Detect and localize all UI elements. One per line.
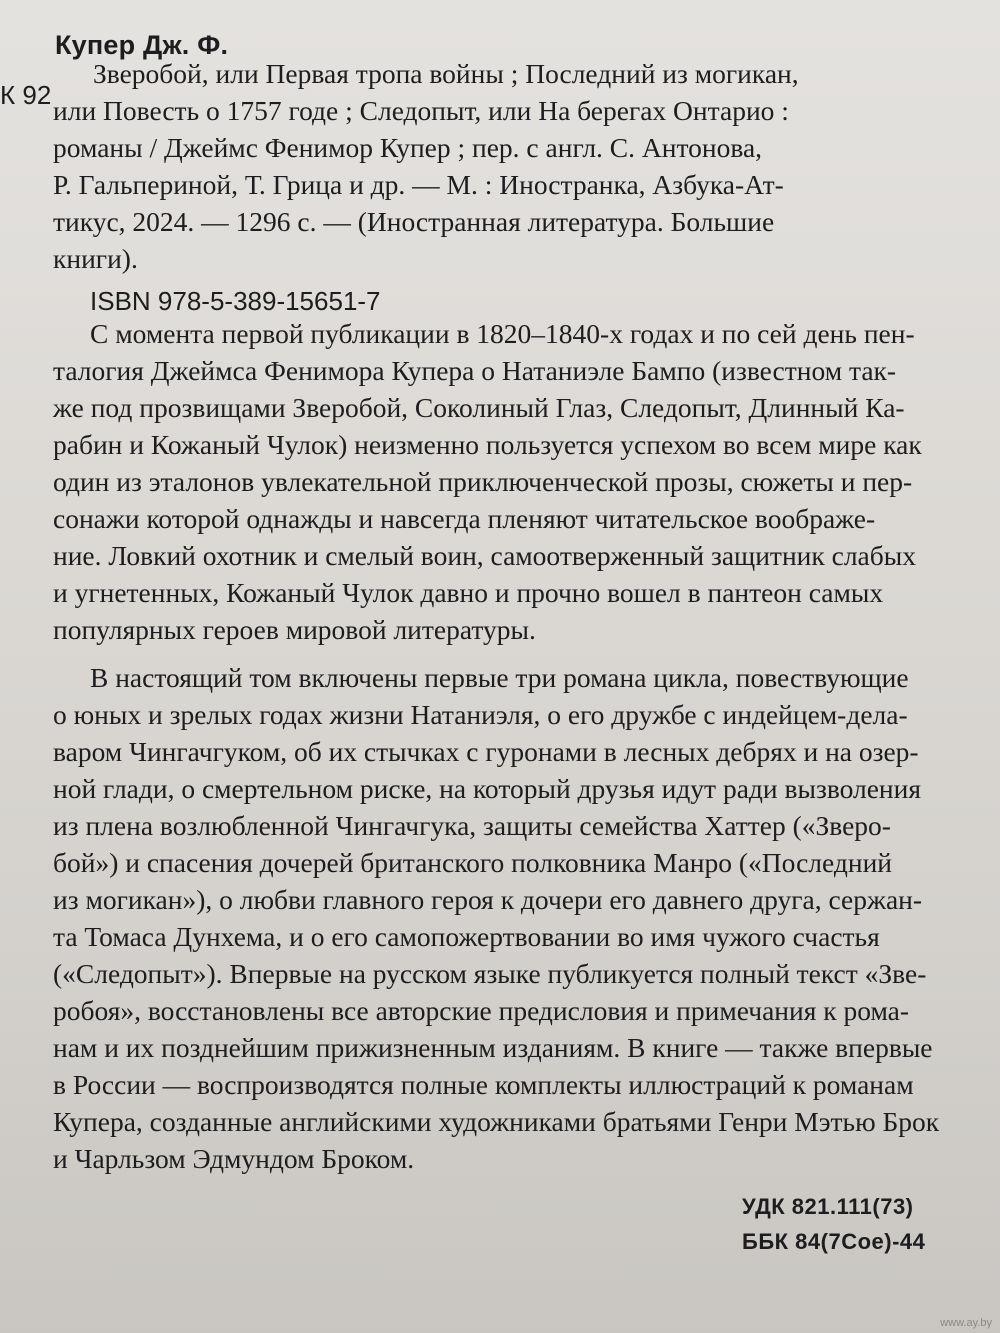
annotation-line: нам и их позднейшим прижизненным изданиям. В книге — также впервые: [53, 1032, 933, 1063]
annotation-line: сонажи которой однажды и навсегда пленяют читательское воображе-: [53, 503, 876, 534]
annotation-line: («Следопыт»). Впервые на русском языке публикуется полный текст «Зве-: [53, 958, 927, 989]
annotation-line: рабин и Кожаный Чулок) неизменно пользуется успехом во всем мире как: [53, 429, 922, 460]
annotation-line: ной глади, о смертельном риске, на который друзья идут ради вызволения: [53, 773, 922, 804]
author-heading: Купер Дж. Ф.: [55, 30, 229, 60]
annotation-line: варом Чингачгуком, об их стычках с гуронами в лесных дебрях и на озер-: [53, 736, 919, 767]
annotation-line: же под прозвищами Зверобой, Соколиный Глаз, Следопыт, Длинный Ка-: [53, 392, 905, 423]
annotation-line: В настоящий том включены первые три романа цикла, повествующие: [90, 662, 909, 693]
annotation-line: в России — воспроизводятся полные комплекты иллюстраций к романам: [53, 1069, 914, 1100]
annotation-line: ние. Ловкий охотник и смелый воин, самоотверженный защитник слабых: [53, 540, 916, 571]
udk-code: УДК 821.111(73): [742, 1194, 914, 1219]
catalog-code: К 92: [0, 80, 52, 110]
bibliography-line: или Повесть о 1757 годе ; Следопыт, или На берегах Онтарио :: [53, 95, 789, 126]
annotation-line: и угнетенных, Кожаный Чулок давно и прочно вошел в пантеон самых: [53, 577, 884, 608]
annotation-line: один из эталонов увлекательной приключенческой прозы, сюжеты и пер-: [53, 466, 913, 497]
annotation-line: о юных и зрелых годах жизни Натаниэля, о его дружбе с индейцем-дела-: [53, 699, 908, 730]
bibliography-line: книги).: [53, 243, 138, 274]
annotation-line: робоя», восстановлены все авторские предисловия и примечания к рома-: [53, 995, 910, 1026]
annotation-line: Купера, созданные английскими художниками братьями Генри Мэтью Брок: [53, 1106, 940, 1137]
bibliography-line: Зверобой, или Первая тропа войны ; Последний из могикан,: [93, 58, 799, 89]
bibliography-line: тикус, 2024. — 1296 с. — (Иностранная литература. Большие: [53, 206, 775, 237]
annotation-line: С момента первой публикации в 1820–1840-х годах и по сей день пен-: [90, 318, 915, 349]
annotation-line: талогия Джеймса Фенимора Купера о Натаниэле Бампо (известном так-: [53, 355, 897, 386]
annotation-line: из плена возлюбленной Чингачгука, защиты семейства Хаттер («Зверо-: [53, 810, 891, 841]
annotation-line: бой») и спасения дочерей британского полковника Манро («Последний: [53, 847, 893, 878]
annotation-line: из могикан»), о любви главного героя к дочери его давнего друга, сержан-: [53, 884, 923, 915]
bibliography-line: романы / Джеймс Фенимор Купер ; пер. с англ. С. Антонова,: [53, 132, 763, 163]
annotation-line: та Томаса Дунхема, и о его самопожертвовании во имя чужого счастья: [53, 921, 880, 952]
watermark: www.ay.by: [940, 1317, 992, 1329]
annotation-line: и Чарльзом Эдмундом Броком.: [53, 1143, 415, 1174]
bbk-code: ББК 84(7Сое)-44: [742, 1229, 926, 1254]
annotation-line: популярных героев мировой литературы.: [53, 614, 536, 645]
isbn: ISBN 978-5-389-15651-7: [90, 286, 381, 316]
bibliography-line: Р. Гальпериной, Т. Грица и др. — М. : Иностранка, Азбука-Ат-: [53, 169, 784, 200]
